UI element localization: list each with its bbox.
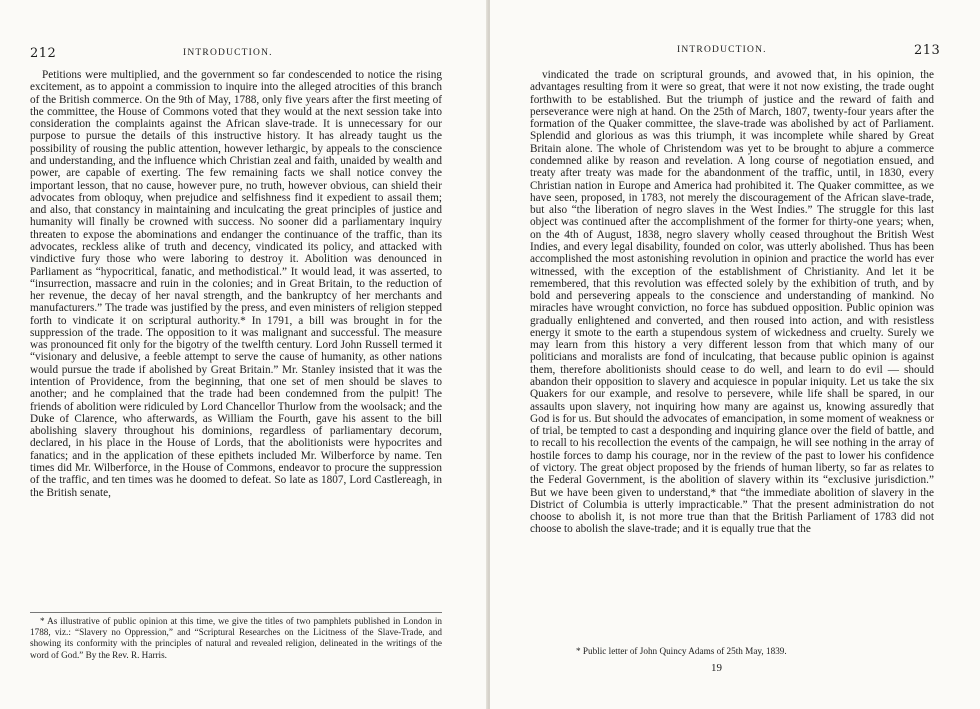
running-head: INTRODUCTION. — [677, 45, 767, 55]
footnote: * Public letter of John Quincy Adams of 25th May, 1839. — [576, 646, 787, 656]
page-number: 213 — [914, 43, 941, 58]
right-page — [490, 0, 980, 709]
page-number: 212 — [30, 46, 57, 61]
running-head: INTRODUCTION. — [183, 48, 273, 58]
page-body-text: vindicated the trade on scriptural grounds, and avowed that, in his opinion, the advantages resulting from it were so great, that were it not now existing, the trade ought forthwith to be established. But the triumph of justice and the reward of faith and perseverance were nigh at hand. On the 25th of March, 1807, twenty-four years after the formation of the Quaker committee, the slave-trade was abolished by act of Parliament. Splendid and glorious as was this triumph, it was incomplete while shared by Great Britain alone. The whole of Christendom was yet to be brought to abjure a commerce condemned alike by reason and revelation. A long course of negotiation ensued, and treaty after treaty was made for the abandonment of the traffic, until, in 1830, every Christian nation in Europe and America had prohibited it. The Quaker committee, as we have seen, proposed, in 1783, not merely the discouragement of the African slave-trade, but also “the liberation of negro slaves in the West Indies.” The struggle for this last object was continued after the accomplishment of the former for thirty-one years; when, on the 4th of August, 1838, negro slavery wholly ceased throughout the British West Indies, and every legal disability, founded on color, was utterly abolished. Thus has been accomplished the most astonishing revolution in opinion and practice the world has ever witnessed, with the exception of the establishment of Christianity. And let it be remembered, that this revolution was effected solely by the exhibition of truth, and by bold and persevering appeals to the conscience and understanding of mankind. No miracles have wrought conviction, no force has subdued opposition. Public opinion was gradually enlightened and converted, and then roused into action, and with resistless energy it smote to the earth a stupendous system of wickedness and cruelty. Surely we may learn from this history a very different lesson from that which many of our politicians and moralists are fond of inculcating, that because public opinion is against them, therefore abolitionists should cease to do well, and learn to do evil — should abandon their opposition to slavery and acquiesce in popular iniquity. Let us take the six Quakers for our example, and resolve to persevere, while life shall be spared, in our assaults upon slavery, not inquiring how many are against us, knowing assuredly that God is for us. But should the advocates of emancipation, in some moment of weakness or of trial, be tempted to cast a desponding and inquiring glance over the field of battle, and to recall to his recollection the events of the campaign, he will see nothing in the array of hostile forces to damp his courage, nor in the review of the past to lower his confidence of victory. The great object proposed by the friends of human liberty, so far as relates to the Federal Government, is the abolition of slavery within its “exclusive jurisdiction.” But we have been given to understand,* that “the immediate abolition of slavery in the District of Columbia is utterly impracticable.” That the present administration do not choose to abolish it, is not more true than that the British Parliament of 1783 did not choose to abolish the slave-trade; and it is equally true that the — [530, 69, 934, 536]
signature-mark: 19 — [711, 662, 722, 674]
page-body-text: Petitions were multiplied, and the government so far condescended to notice the rising excitement, as to appoint a commission to inquire into the alleged atrocities of this branch of the British commerce. On the 9th of May, 1788, only five years after the first meeting of the committee, the House of Commons voted that they would at the next session take into consideration the complaints against the African slave-trade. It is unnecessary for our purpose to pursue the details of this instructive history. It has already taught us the possibility of rousing the public attention, however lethargic, by appeals to the conscience and understanding, and the influence which Christian zeal and faith, unaided by wealth and power, are capable of exerting. The few remaining facts we shall notice convey the important lesson, that no cause, however pure, no truth, however obvious, can shield their advocates from obloquy, when prejudice and selfishness find it expedient to assail them; and also, that constancy in maintaining and inculcating the great principles of justice and humanity will finally be crowned with success. No sooner did a parliamentary inquiry threaten to expose the abominations and endanger the continuance of the traffic, than its advocates, reckless alike of truth and decency, vindicated its policy, and attacked with vindictive fury those who were laboring to destroy it. Abolition was denounced in Parliament as “hypocritical, fanatic, and methodistical.” It would lead, it was asserted, to “insurrection, massacre and ruin in the colonies; and in Great Britain, to the reduction of her revenue, the decay of her naval strength, and the bankruptcy of her merchants and manufacturers.” The trade was justified by the press, and even ministers of religion stepped forth to vindicate it on scriptural authority.* In 1791, a bill was brought in for the suppression of the trade. The opposition to it was malignant and successful. The measure was pronounced fit only for the bigotry of the twelfth century. Lord John Russell termed it “visionary and delusive, a feeble attempt to serve the cause of humanity, as other nations would pursue the trade if abolished by Great Britain.” Mr. Stanley insisted that it was the intention of Providence, from the beginning, that one set of men should be slaves to another; and he complained that the trade had been condemned from the pulpit! The friends of abolition were ridiculed by Lord Chancellor Thurlow from the woolsack; and the Duke of Clarence, who afterwards, as William the Fourth, gave his assent to the bill abolishing slavery throughout his dominions, regardless of parliamentary decorum, declared, in his place in the House of Lords, that the abolitionists were hypocrites and fanatics; and in the application of these epithets included Mr. Wilberforce by name. Ten times did Mr. Wilberforce, in the House of Commons, endeavor to procure the suppression of the traffic, and ten times was he doomed to defeat. So late as 1807, Lord Castlereagh, in the British senate, — [30, 69, 442, 499]
left-page — [0, 0, 488, 709]
footnote: * As illustrative of public opinion at this time, we give the titles of two pamphlets published in London in 1788, viz.: “Slavery no Oppression,” and “Scriptural Researches on the Licitness of the Slave-Trade, and showing its conformity with the principles of natural and revealed religion, delineated in the writings of the word of God.” By the Rev. R. Harris. — [30, 616, 442, 660]
footnote-rule — [30, 612, 442, 613]
